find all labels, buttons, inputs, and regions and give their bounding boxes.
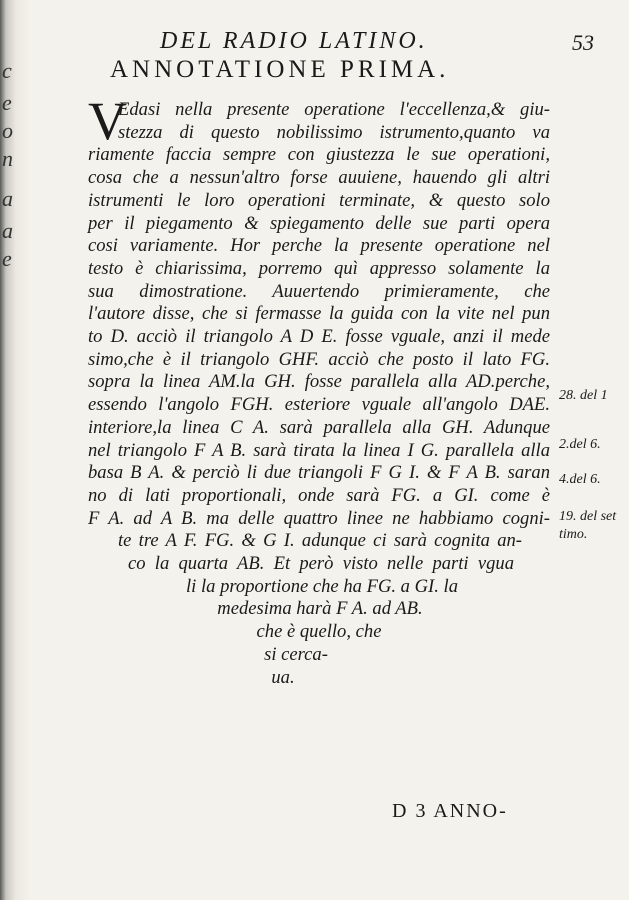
text-line: simo,che è il triangolo GHF. acciò che posto il lato FG. (88, 348, 550, 370)
text-line: Edasi nella presente operatione l'eccellenza,& giu- (118, 99, 550, 120)
gutter-letter: c (2, 58, 12, 83)
text-line: sopra la linea AM.la GH. fosse parallela alla AD.perche, (88, 371, 550, 393)
text-line: per il piegamento & spiegamento delle sue parti opera (88, 212, 550, 234)
gutter-letter: a (2, 218, 13, 243)
text-line: riamente faccia sempre con giustezza le sue operationi, (88, 144, 550, 166)
text-line: interiore,la linea C A. sarà parallela alla GH. Adunque (88, 416, 550, 438)
text-line: stezza di questo nobilissimo istrumento,quanto va (118, 121, 550, 143)
margin-note: timo. (559, 527, 588, 542)
margin-note: 2.del 6. (559, 437, 601, 452)
gutter-letter: a (2, 186, 13, 211)
margin-note: 28. del 1 (559, 388, 608, 403)
body-text (88, 99, 550, 689)
text-line: si cerca- (264, 643, 328, 665)
page-number: 53 (572, 30, 594, 55)
margin-note: 19. del set (559, 509, 617, 524)
text-line: ua. (271, 666, 295, 688)
drop-cap: V (88, 91, 127, 151)
gutter-letter: e (2, 90, 12, 115)
text-line: to D. acciò il triangolo A D E. fosse vguale, anzi il mede (88, 326, 550, 348)
text-line: cosa che a nessun'altro forse auuiene, hauendo gli altri (88, 167, 550, 189)
text-line: co la quarta AB. Et però visto nelle parti vgua (128, 553, 514, 575)
text-line: sua dimostratione. Auuertendo primieramente, che (88, 280, 550, 302)
text-line: istrumenti le loro operationi terminate, & questo solo (88, 189, 550, 211)
text-line: essendo l'angolo FGH. esteriore vguale all'angolo DAE. (88, 394, 550, 416)
catchword: D 3 ANNO- (392, 800, 508, 822)
text-line: cosi variamente. Hor perche la presente operatione nel (88, 235, 550, 257)
text-line: medesima harà F A. ad AB. (217, 598, 423, 620)
gutter-letter: n (2, 146, 13, 171)
gutter-letter: o (2, 118, 13, 143)
running-head: DEL RADIO LATINO. (160, 28, 428, 54)
text-line: F A. ad A B. ma delle quattro linee ne habbiamo cogni- (88, 507, 550, 529)
text-line: testo è chiarissima, porremo quì appresso solamente la (88, 257, 550, 279)
text-line: no di lati proportionali, onde sarà FG. a GI. come è (88, 484, 550, 506)
text-line: basa B A. & perciò li due triangoli F G I. & F A B. saran (88, 462, 550, 484)
gutter-letter: e (2, 246, 12, 271)
text-line: nel triangolo F A B. sarà tirata la linea I G. parallela alla (88, 439, 550, 461)
section-title: ANNOTATIONE PRIMA. (110, 56, 450, 83)
text-line: te tre A F. FG. & G I. adunque ci sarà cognita an- (118, 530, 522, 552)
text-line: che è quello, che (256, 621, 382, 643)
text-line: l'autore disse, che si fermasse la guida con la vite nel pun (88, 303, 550, 325)
text-line: li la proportione che ha FG. a GI. la (186, 575, 458, 597)
margin-note: 4.del 6. (559, 472, 601, 487)
